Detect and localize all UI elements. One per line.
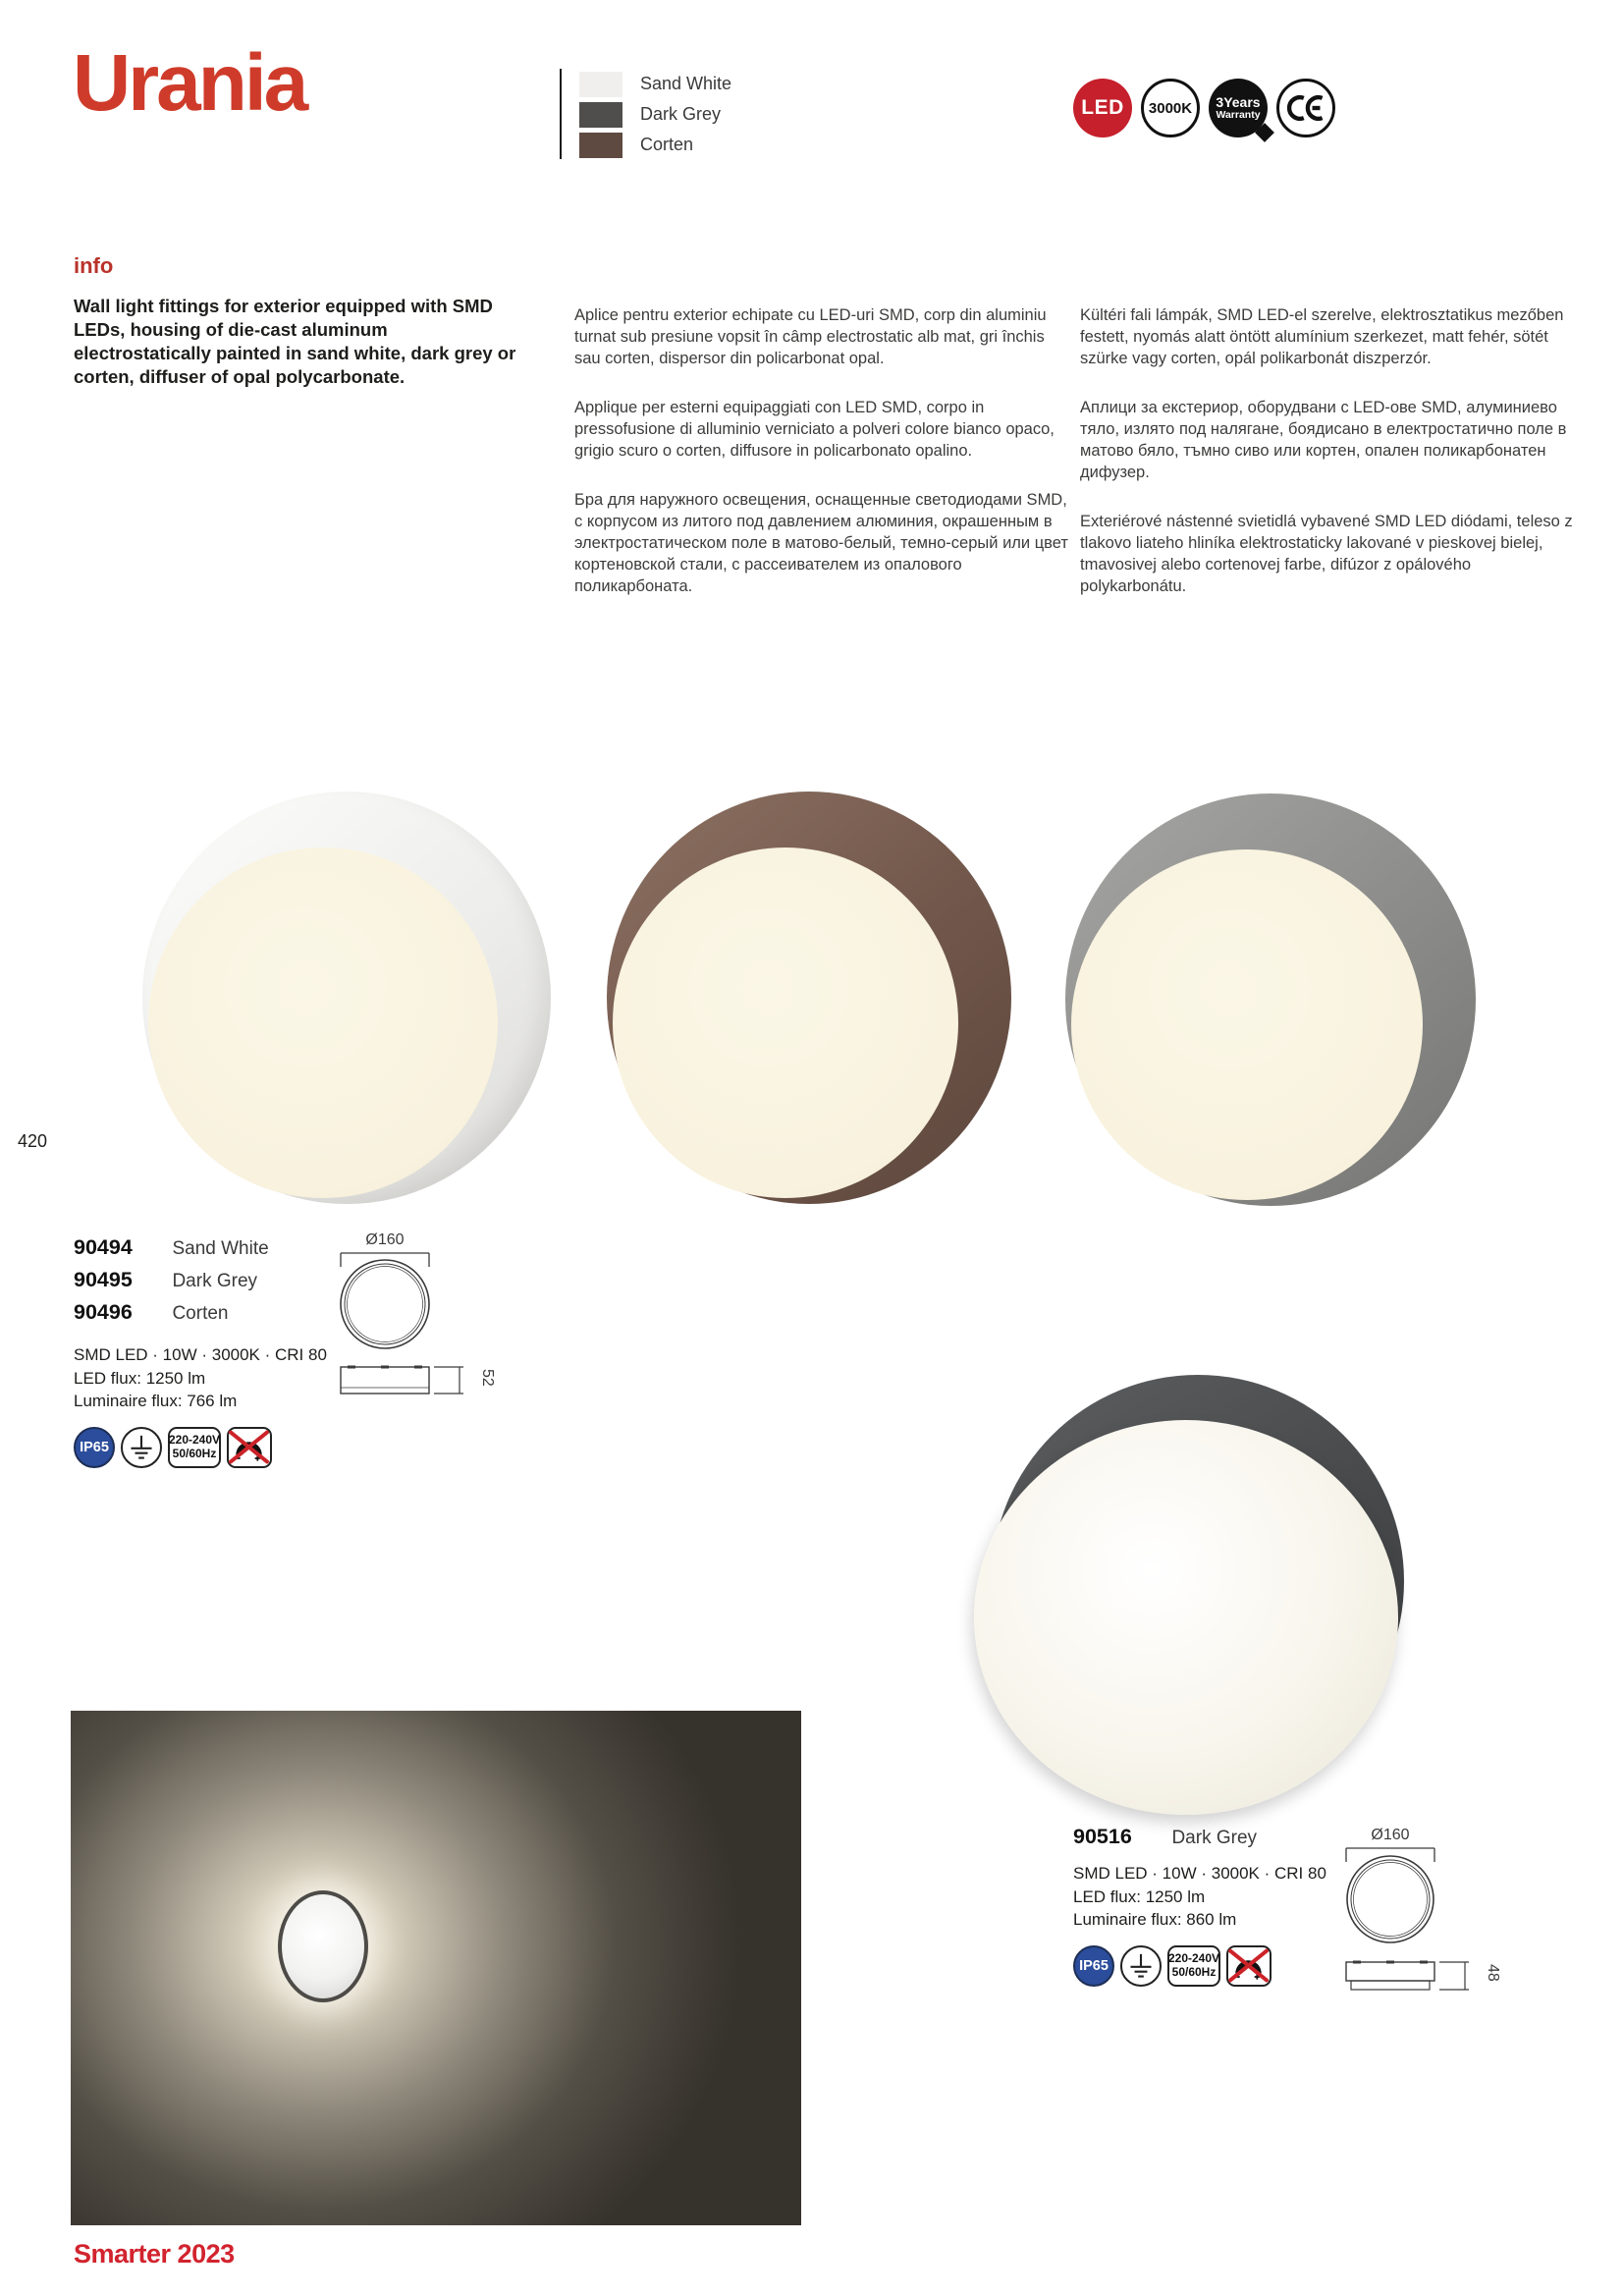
height-dimension: 48	[1485, 1964, 1501, 1982]
product-code: 90495	[74, 1268, 133, 1291]
description-column-2	[574, 304, 1070, 625]
product-code: 90516	[1073, 1825, 1132, 1848]
led-flux: LED flux: 1250 lm	[74, 1368, 206, 1388]
diameter-dimension: Ø160	[1371, 1827, 1410, 1843]
height-dimension: 52	[479, 1369, 496, 1387]
voltage-line1: 220-240V	[1167, 1951, 1220, 1965]
page-number: 420	[18, 1131, 48, 1151]
description-ro: Aplice pentru exterior echipate cu LED-uri SMD, corp din aluminiu turnat sub presiune vopsit în câmp electrostatic alb mat, gri închis sau corten, dispersor din policarbonat opal.	[574, 306, 1047, 367]
product-photo-90516	[974, 1375, 1406, 1817]
ce-mark-icon	[1276, 79, 1335, 137]
voltage-line1: 220-240V	[168, 1433, 221, 1447]
product-finish: Sand White	[172, 1238, 269, 1259]
variant-row	[1073, 1822, 1326, 1854]
swatch-color-corten	[579, 133, 622, 158]
diameter-dimension: Ø160	[365, 1231, 405, 1248]
lit-wall-light	[278, 1890, 368, 2002]
technical-drawing-90494	[336, 1230, 503, 1404]
spec-list	[74, 1343, 327, 1413]
warranty-badge-tail	[1255, 123, 1274, 142]
swatch-label: Dark Grey	[640, 104, 722, 124]
ip65-label: IP65	[80, 1439, 109, 1455]
voltage-icon	[1167, 1945, 1220, 1987]
product-photo-dark-grey	[1065, 793, 1476, 1206]
luminaire-flux: Luminaire flux: 766 lm	[74, 1392, 238, 1410]
product-code: 90494	[74, 1235, 133, 1259]
info-heading: info	[74, 253, 114, 278]
luminaire-flux: Luminaire flux: 860 lm	[1073, 1910, 1237, 1929]
swatch-label: Sand White	[640, 74, 732, 93]
warranty-badge-line1: 3Years	[1216, 94, 1261, 110]
product-code: 90496	[74, 1300, 133, 1324]
product-photo-sand-white	[142, 792, 551, 1204]
spec-list	[1073, 1862, 1326, 1932]
led-flux: LED flux: 1250 lm	[1073, 1886, 1206, 1906]
swatch-color-sand-white	[579, 72, 622, 97]
description-en: Wall light fittings for exterior equipped with SMD LEDs, housing of die-cast aluminum electrostatically painted in sand white, dark grey or corten, diffuser of opal polycarbonate.	[74, 296, 516, 387]
technical-drawing-90516	[1341, 1825, 1508, 1999]
cct-badge-label: 3000K	[1148, 99, 1193, 117]
ip65-icon	[1073, 1945, 1114, 1987]
variant-row	[74, 1265, 327, 1297]
ground-class-icon	[121, 1427, 162, 1468]
ip65-icon	[74, 1427, 115, 1468]
header-divider	[560, 69, 562, 159]
lifestyle-photo	[71, 1711, 801, 2225]
product-finish: Dark Grey	[172, 1271, 258, 1291]
drum-diffuser	[613, 847, 958, 1198]
dome-diffuser	[974, 1420, 1398, 1815]
swatch-color-dark-grey	[579, 102, 622, 128]
ground-class-icon	[1120, 1945, 1162, 1987]
led-badge-icon	[1073, 79, 1132, 137]
voltage-icon	[168, 1427, 221, 1468]
spec-line: SMD LED · 10W · 3000K · CRI 80	[74, 1345, 327, 1364]
description-hu: Kültéri fali lámpák, SMD LED-el szerelve, elektrosztatikus mezőben festett, nyomás alatt öntött alumínium szerkezet, matt fehér, sötét szürke vagy corten, opál polikarbonát diszperzór.	[1080, 306, 1564, 367]
description-bg: Аплици за екстериор, оборудвани с LED-ове SMD, алуминиево тяло, излято под налягане, боядисано в електростатично поле в матово бяло, тъмно сиво или кортен, опален поликарбонатен дифузер.	[1080, 399, 1567, 481]
color-temperature-badge-icon	[1141, 79, 1200, 137]
variant-row	[74, 1232, 327, 1265]
description-column-3	[1080, 304, 1576, 625]
voltage-line2: 50/60Hz	[1171, 1964, 1217, 1979]
swatch-label: Corten	[640, 135, 694, 154]
not-dimmable-icon	[1226, 1945, 1271, 1987]
brand-logo: Urania	[73, 38, 306, 128]
product-finish: Dark Grey	[1171, 1828, 1258, 1848]
product-photo-corten	[607, 792, 1011, 1204]
description-it: Applique per esterni equipaggiati con LED SMD, corpo in pressofusione di alluminio verniciato a polveri colore bianco opaco, grigio scuro o corten, diffusore in policarbonato opalino.	[574, 399, 1055, 460]
product-finish: Corten	[172, 1303, 229, 1324]
product-block-90516	[1073, 1822, 1326, 1987]
warranty-badge-icon	[1209, 79, 1268, 137]
finish-swatch-sand-white	[579, 71, 731, 97]
warranty-badge-line2: Warranty	[1216, 109, 1261, 121]
variant-row	[74, 1297, 327, 1330]
finish-swatch-dark-grey	[579, 101, 721, 128]
product-block-90494	[74, 1232, 327, 1468]
drum-diffuser	[148, 847, 498, 1198]
led-badge-label: LED	[1081, 96, 1124, 119]
drum-diffuser	[1071, 849, 1422, 1200]
certification-icons	[1073, 1945, 1326, 1987]
voltage-line2: 50/60Hz	[172, 1446, 217, 1460]
catalog-footer: Smarter 2023	[74, 2239, 235, 2269]
description-ru: Бра для наружного освещения, оснащенные светодиодами SMD, с корпусом из литого под давлением алюминия, окрашенным в электростатическом поле в матово-белый, темно-серый или цвет кортеновской стали, с рассеивателем из опалового поликарбоната.	[574, 491, 1068, 595]
certification-icons	[74, 1427, 327, 1468]
not-dimmable-icon	[227, 1427, 272, 1468]
ip65-label: IP65	[1079, 1957, 1109, 1974]
description-sk: Exteriérové nástenné svietidlá vybavené SMD LED diódami, teleso z tlakovo liateho hliníka elektrostaticky lakované v pieskovej bielej, tmavosivej alebo cortenovej farbe, difúzor z opálového polykarbonátu.	[1080, 513, 1573, 595]
spec-line: SMD LED · 10W · 3000K · CRI 80	[1073, 1864, 1326, 1883]
finish-swatch-corten	[579, 132, 693, 158]
